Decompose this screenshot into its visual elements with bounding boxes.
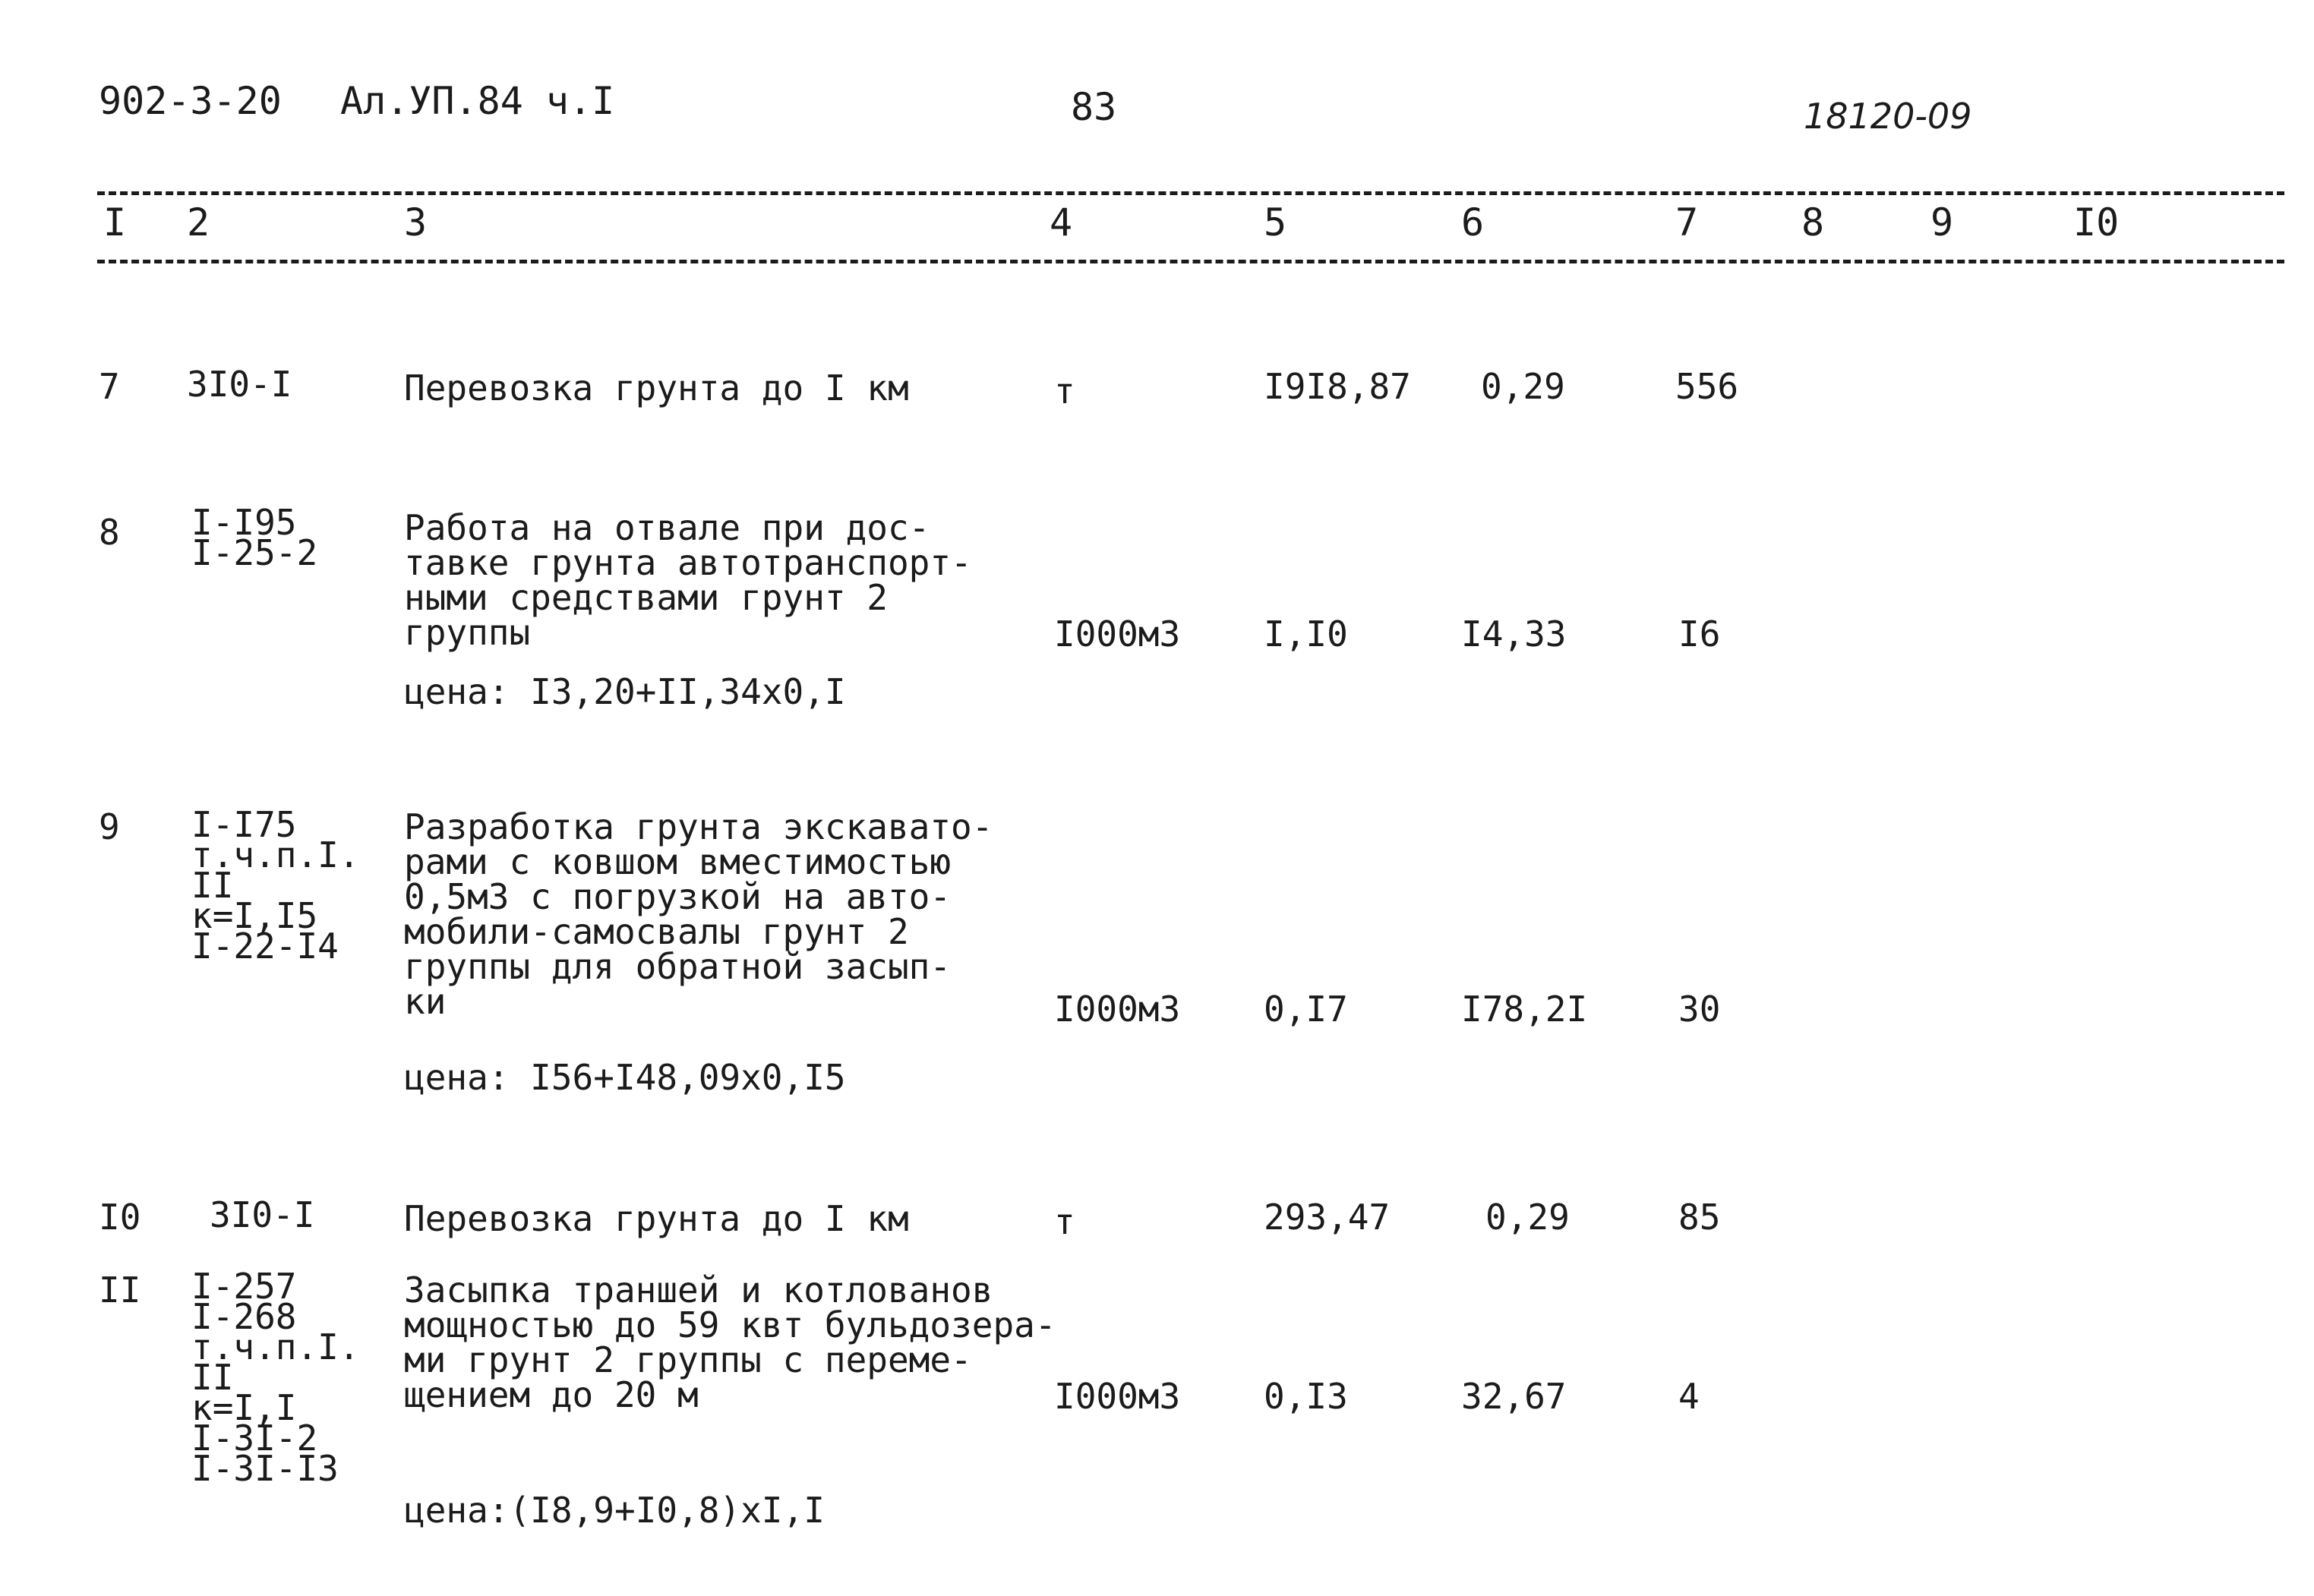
total-cost: 85 (1678, 1197, 1721, 1238)
total-cost: 556 (1675, 366, 1739, 407)
column-header-3: 3 (404, 200, 428, 244)
price-formula: цена: I3,20+II,34x0,I (404, 671, 846, 712)
quantity: I,I0 (1264, 613, 1348, 654)
work-description: Перевозка грунта до I км (404, 367, 909, 408)
unit-price: I4,33 (1461, 613, 1567, 654)
norm-code: I-257 I-268 т.ч.п.I. II к=I,I I-3I-2 I-3I-I3 (191, 1266, 360, 1489)
unit: I000м3 (1054, 989, 1181, 1030)
header-bottom-rule (97, 260, 2284, 263)
row-number: 8 (99, 512, 120, 553)
inventory-stamp: 18120-09 (1804, 96, 1972, 137)
row-number: II (99, 1270, 141, 1311)
header-top-rule (97, 191, 2284, 195)
quantity: 0,I7 (1264, 989, 1348, 1030)
work-description: Работа на отвале при дос- тавке грунта автотранспорт- ными средствами грунт 2 группы (404, 507, 972, 653)
column-header-4: 4 (1050, 200, 1073, 244)
unit-price: I78,2I (1461, 989, 1588, 1030)
column-header-7: 7 (1675, 200, 1699, 244)
album-reference: Ал.УП.84 ч.I (340, 79, 615, 123)
unit-price: 32,67 (1461, 1376, 1567, 1417)
unit: I000м3 (1054, 1376, 1181, 1417)
price-formula: цена: I56+I48,09x0,I5 (404, 1057, 846, 1098)
row-number: I0 (99, 1197, 141, 1238)
total-cost: 4 (1678, 1376, 1700, 1417)
column-header-2: 2 (187, 200, 210, 244)
document-code: 902-3-20 (99, 79, 282, 123)
unit: I000м3 (1054, 613, 1181, 654)
unit: т (1054, 371, 1075, 412)
work-description: Разработка грунта экскавато- рами с ковшом вместимостью 0,5м3 с погрузкой на авто- мобили-самосвалы грунт 2 группы для обратной засып- ки (404, 806, 993, 1022)
quantity: I9I8,87 (1264, 366, 1411, 407)
column-header-8: 8 (1801, 200, 1825, 244)
row-number: 7 (99, 366, 120, 407)
quantity: 293,47 (1264, 1197, 1391, 1238)
norm-code: 3I0-I (187, 364, 292, 405)
column-header-10: I0 (2073, 200, 2120, 244)
row-number: 9 (99, 806, 120, 847)
price-formula: цена:(I8,9+I0,8)xI,I (404, 1490, 825, 1531)
norm-code: I-I75 т.ч.п.I. II к=I,I5 I-22-I4 (191, 804, 360, 967)
column-header-6: 6 (1461, 200, 1485, 244)
page-number: 83 (1071, 85, 1117, 129)
quantity: 0,I3 (1264, 1376, 1348, 1417)
column-header-9: 9 (1930, 200, 1954, 244)
unit-price: 0,29 (1485, 1197, 1570, 1238)
unit: т (1054, 1201, 1075, 1242)
total-cost: 30 (1678, 989, 1721, 1030)
column-header-5: 5 (1264, 200, 1287, 244)
column-header-1: I (103, 200, 127, 244)
work-description: Засыпка траншей и котлованов мощностью до 59 квт бульдозера- ми грунт 2 группы с переме- щением до 20 м (404, 1270, 1056, 1415)
unit-price: 0,29 (1481, 366, 1565, 407)
total-cost: I6 (1678, 613, 1721, 654)
work-description: Перевозка грунта до I км (404, 1198, 909, 1239)
norm-code: 3I0-I (210, 1194, 315, 1235)
norm-code: I-I95 I-25-2 (191, 502, 318, 573)
